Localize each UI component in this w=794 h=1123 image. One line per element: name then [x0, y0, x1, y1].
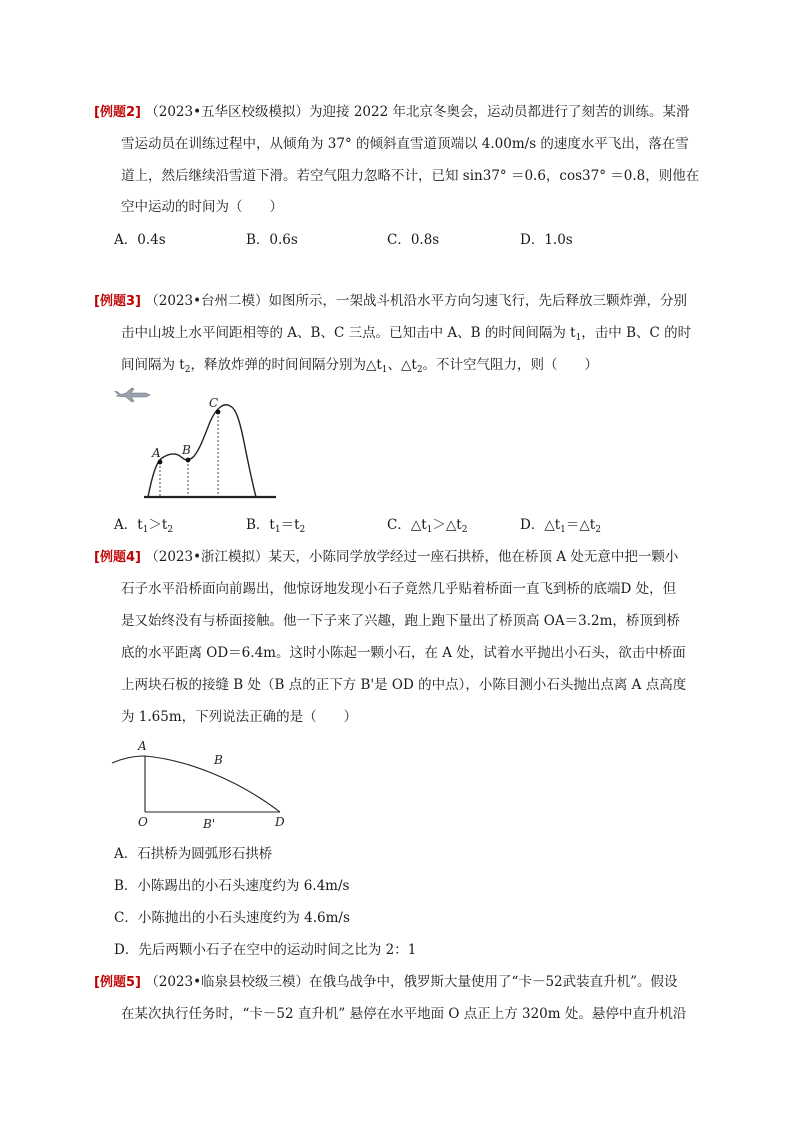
example4-line5: 上两块石板的接缝 B 处（B 点的正下方 B'是 OD 的中点），小陈目测小石头抛出点离 A 点高度 [121, 677, 687, 693]
point-b [186, 458, 191, 463]
label-b-prime: B' [203, 817, 216, 831]
label-b: B [214, 753, 223, 767]
example2-line4: 空中运动的时间为（ ） [121, 199, 283, 215]
example3-figure [112, 382, 282, 502]
example5-line2: 在某次执行任务时，“卡－52 直升机” 悬停在水平地面 O 点正上方 320m 处。悬停中直升机沿 [121, 1006, 687, 1022]
label-d: D [275, 815, 285, 829]
example4-option-b: B．小陈踢出的小石头速度约为 6.4m/s [114, 878, 350, 894]
point-a [158, 460, 163, 465]
example5-line1: [例题5] （2023•临泉县校级三模）在俄乌战争中，俄罗斯大量使用了“卡－52武装直升机”。假设 [94, 974, 678, 990]
example4-option-c: C．小陈抛出的小石头速度约为 4.6m/s [114, 910, 350, 926]
example4-line6: 为 1.65m，下列说法正确的是（ ） [121, 709, 358, 725]
label-a: A [152, 446, 161, 460]
example2-tag: [例题2] [94, 105, 141, 120]
example3-option-c: C．$\triangle t_1>\triangle t_2$ [387, 517, 468, 535]
example4-option-d: D．先后两颗小石子在空中的运动时间之比为 2：1 [114, 942, 417, 958]
example3-line1: [例题3] （2023•台州二模）如图所示，一架战斗机沿水平方向匀速飞行，先后释放三颗炸弹，分别 [94, 293, 688, 309]
example3-option-a: A．$t_1>t_2$ [114, 517, 174, 535]
example2-option-a: A．0.4s [114, 232, 166, 248]
example4-line1: [例题4] （2023•浙江模拟）某天，小陈同学放学经过一座石拱桥，他在桥顶 A 处无意中把一颗小 [94, 549, 679, 565]
label-a: A [138, 739, 147, 753]
example4-line3: 是又始终没有与桥面接触。他一下子来了兴趣，跑上跑下量出了桥顶高 OA＝3.2m，桥顶到桥 [121, 613, 680, 629]
example3-tag: [例题3] [94, 294, 141, 309]
example2-line3: 道上，然后继续沿雪道下滑。若空气阻力忽略不计，已知 sin37° ＝0.6，cos37° ＝0.8，则他在 [121, 168, 700, 184]
label-c: C [209, 396, 219, 410]
example4-line4: 底的水平距离 OD＝6.4m。这时小陈起一颗小石，在 A 处，试着水平抛出小石头，欲击中桥面 [121, 645, 686, 661]
example5-tag: [例题5] [94, 975, 141, 990]
example2-line1: [例题2] （2023•五华区校级模拟）为迎接 2022 年北京冬奥会，运动员都进行了刻苦的训练。某滑 [94, 104, 690, 120]
example3-option-b: B．$t_1=t_2$ [246, 517, 306, 535]
hill-curve [148, 405, 256, 497]
example4-option-a: A．石拱桥为圆弧形石拱桥 [114, 846, 273, 862]
example3-option-d: D．$\triangle t_1=\triangle t_2$ [520, 517, 601, 535]
example3-line2: 击中山坡上水平间距相等的 A、B、C 三点。已知击中 A、B 的时间间隔为 $t_1$，击中 B、C 的时 [121, 325, 692, 343]
label-b: B [182, 443, 191, 457]
example2-option-d: D．1.0s [520, 232, 573, 248]
example3-line3: 间间隔为 $t_2$，释放炸弹的时间间隔分别为$\triangle t_1$、$\triangle t_2$。不计空气阻力，则（ ） [121, 357, 599, 375]
example4-line2: 石子水平沿桥面向前踢出，他惊讶地发现小石子竟然几乎贴着桥面一直飞到桥的底端D 处，但 [121, 581, 677, 597]
bridge-arc [112, 756, 280, 812]
example2-line2: 雪运动员在训练过程中，从倾角为 37° 的倾斜直雪道顶端以 4.00m/s 的速度水平飞出，落在雪 [121, 136, 689, 152]
fighter-jet-icon [114, 388, 150, 402]
label-o: O [138, 815, 148, 829]
example2-option-b: B．0.6s [246, 232, 298, 248]
point-c [216, 410, 221, 415]
example2-option-c: C．0.8s [387, 232, 440, 248]
example4-figure [108, 736, 298, 832]
example4-tag: [例题4] [94, 550, 141, 565]
